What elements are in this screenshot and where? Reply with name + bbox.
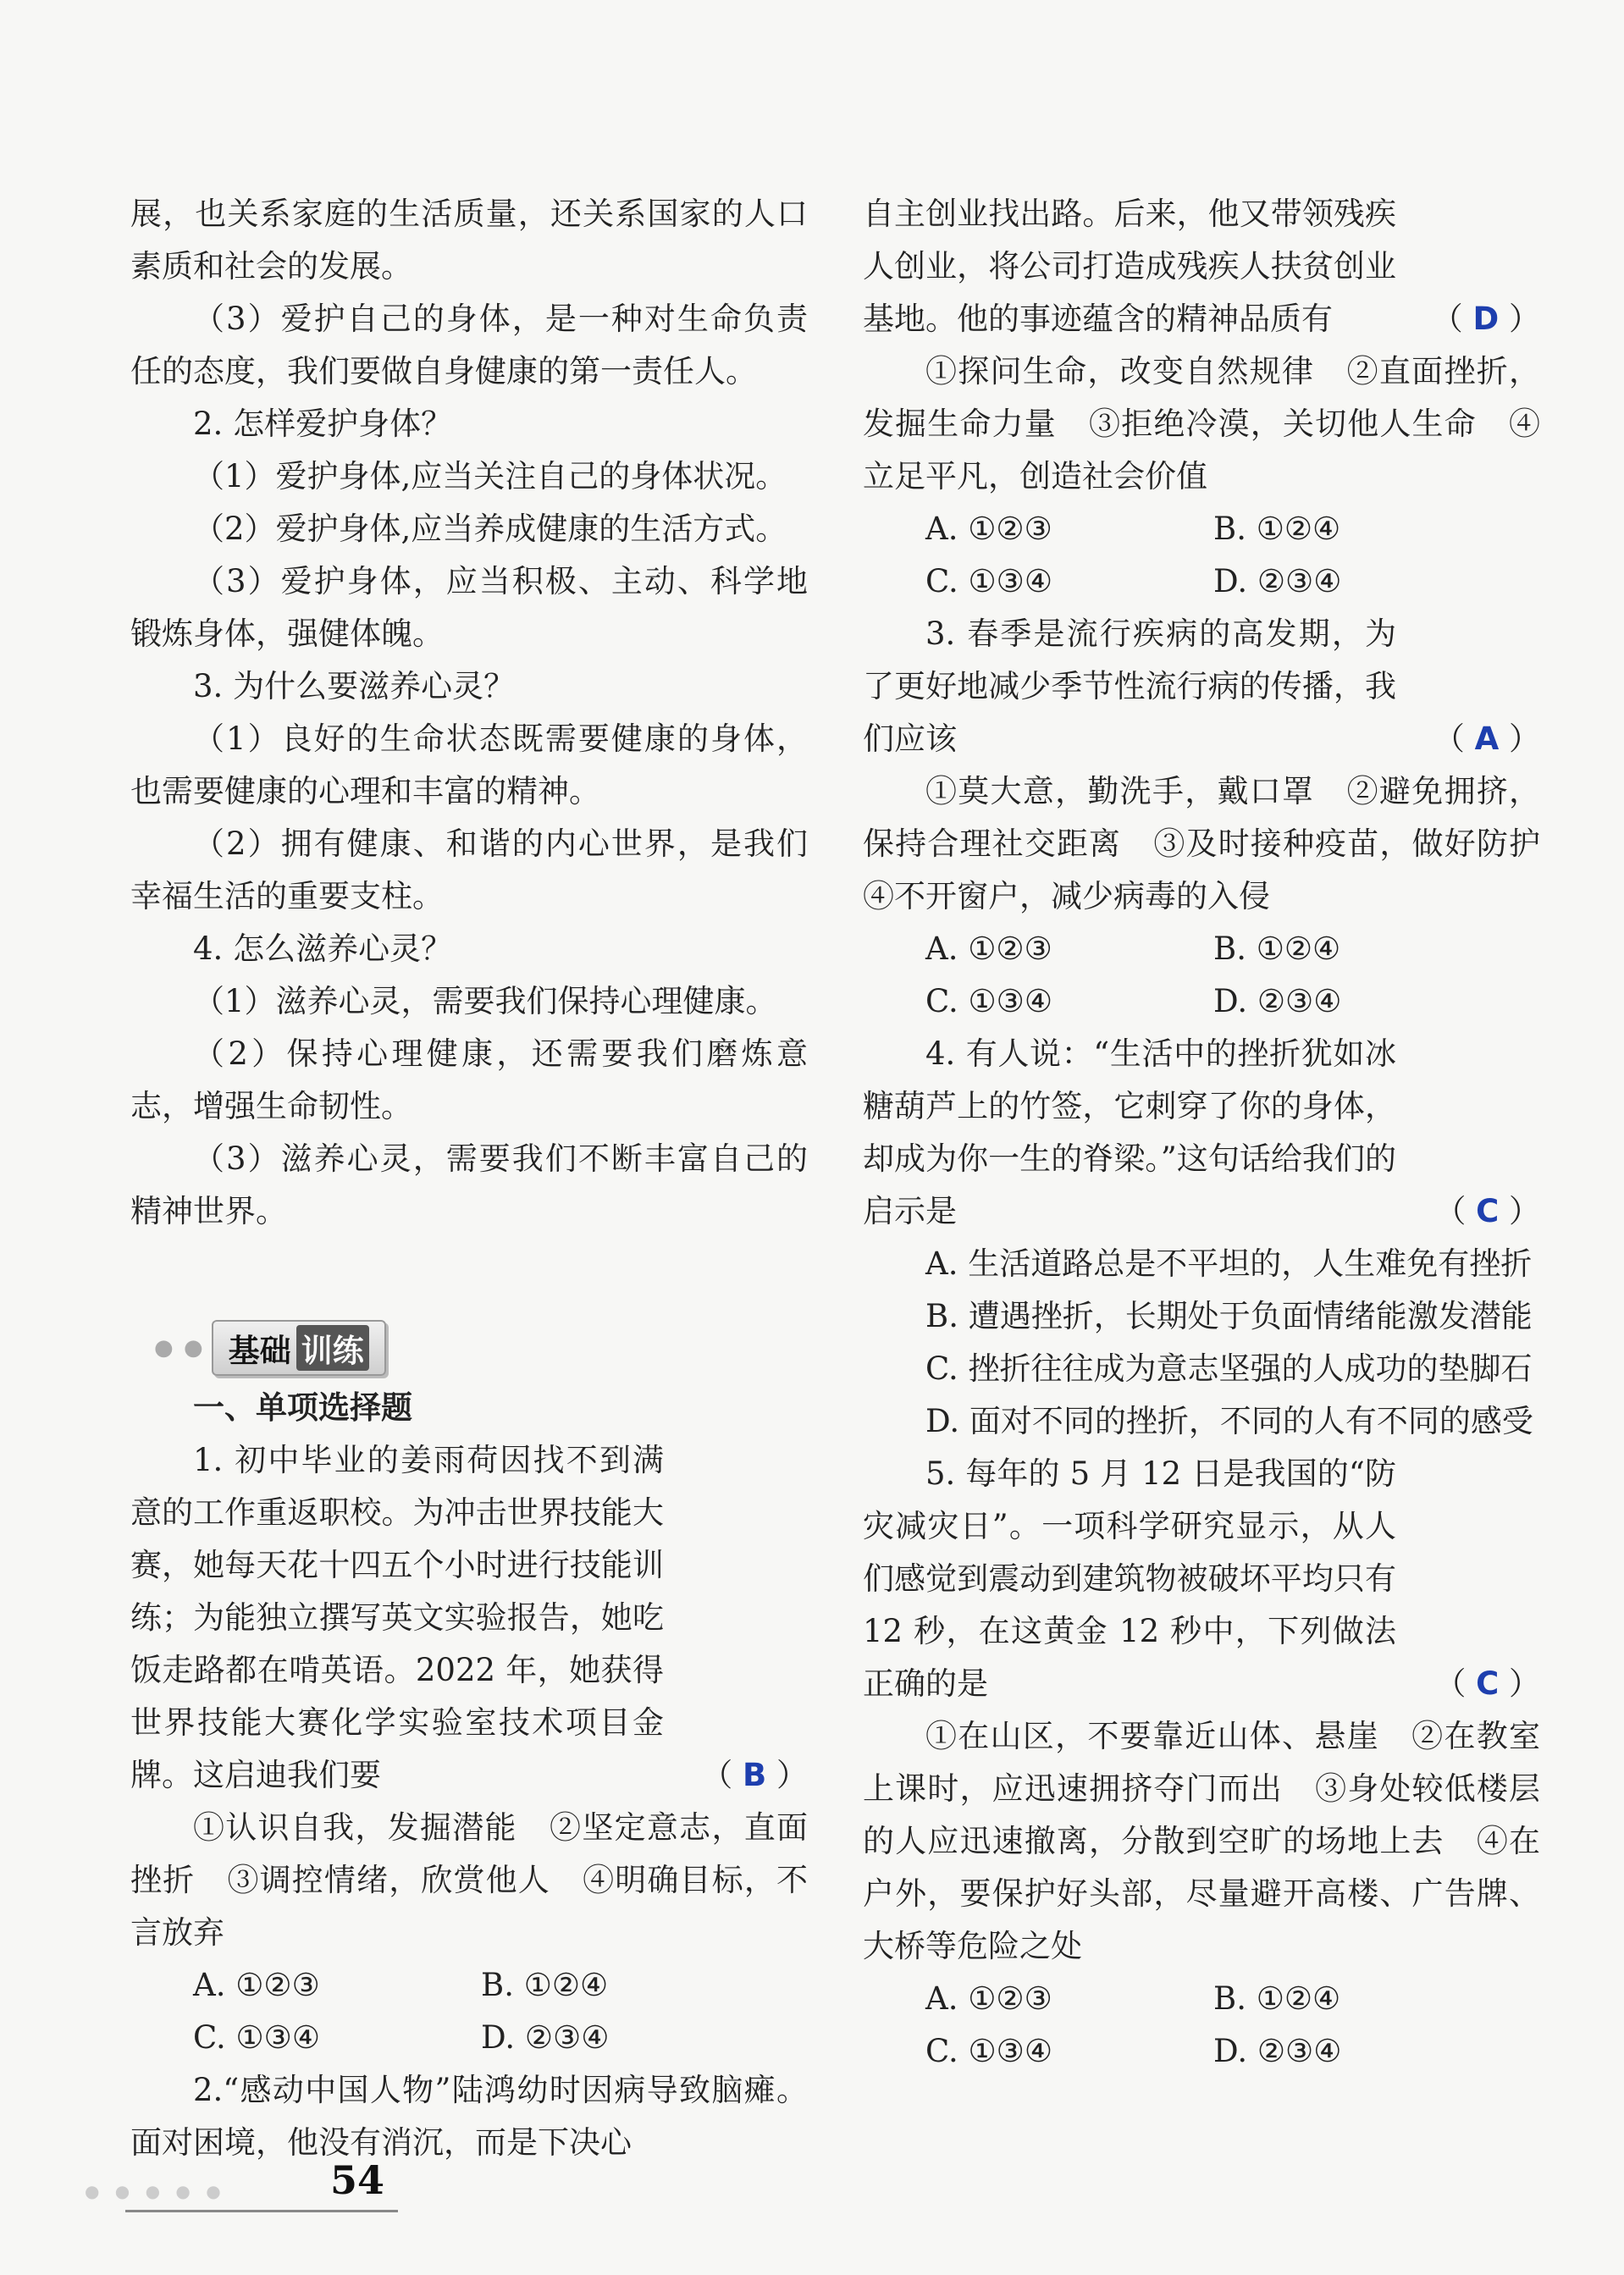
knowledge-paragraph: 3. 为什么要滋养心灵？ (193, 668, 516, 704)
q2-option-d: D. ②③④ (1213, 563, 1342, 599)
q3-option-a: A. ①②③ (925, 930, 1052, 967)
q4-choice-d: D. 面对不同的挫折，不同的人有不同的感受 (925, 1403, 1533, 1439)
q4-paren-open: （ (1434, 1193, 1477, 1229)
q5-answer: C (1476, 1665, 1500, 1702)
knowledge-points (130, 188, 808, 1238)
q1-items: ①认识自我，发掘潜能 ②坚定意志，直面挫折 ③调控情绪，欣赏他人 ④明确目标，不言放弃 (130, 1809, 808, 1951)
knowledge-paragraph: 2. 怎样爱护身体？ (193, 406, 453, 442)
q3-items: ①莫大意，勤洗手，戴口罩 ②避免拥挤，保持合理社交距离 ③及时接种疫苗，做好防护 ④不开窗户，减少病毒的入侵 (863, 773, 1572, 914)
badge-part1: 基础 (228, 1333, 291, 1369)
badge-box (212, 1320, 386, 1376)
q1-paren-open: （ (701, 1757, 743, 1793)
q1-option-b: B. ①②④ (481, 1967, 609, 2003)
knowledge-paragraph: （3）爱护自己的身体，是一种对生命负责任的态度，我们要做自身健康的第一责任人。 (130, 301, 808, 389)
question-4 (863, 1028, 1540, 1448)
q3-options (863, 923, 1540, 1028)
badge-part2: 训练 (296, 1325, 369, 1371)
knowledge-paragraph: （2）爱护身体,应当养成健康的生活方式。 (193, 511, 787, 547)
badge-dots-decoration: ● ● (154, 1335, 205, 1361)
q3-answer: A (1474, 721, 1500, 757)
q1-stem-text: 1. 初中毕业的姜雨荷因找不到满意的工作重返职校。为冲击世界技能大赛，她每天花十四五个小时进行技能训练；为能独立撰写英文实验报告，她吃饭走路都在啃英语。2022 年，她获得世界技能大赛化学实验室技术项目金牌。这启迪我们要 (130, 1442, 664, 1793)
knowledge-paragraph: （2）保持心理健康，还需要我们磨炼意志，增强生命韧性。 (130, 1035, 808, 1124)
q1-option-a: A. ①②③ (193, 1967, 320, 2003)
q2-option-c: C. ①③④ (925, 563, 1053, 599)
question-5 (863, 1448, 1540, 2078)
knowledge-paragraph: （2）拥有健康、和谐的内心世界，是我们幸福生活的重要支柱。 (130, 826, 808, 914)
knowledge-paragraph: 展，也关系家庭的生活质量，还关系国家的人口素质和社会的发展。 (130, 196, 808, 284)
footer-dots-decoration: ● ● ● ● ● (85, 2181, 226, 2201)
q1-answer: B (743, 1757, 767, 1793)
knowledge-paragraph: （1）良好的生命状态既需要健康的身体，也需要健康的心理和丰富的精神。 (130, 721, 808, 809)
q2-option-a: A. ①②③ (925, 511, 1052, 547)
q1-options (130, 1959, 808, 2064)
knowledge-paragraph: （3）滋养心灵，需要我们不断丰富自己的精神世界。 (130, 1140, 808, 1229)
knowledge-paragraph: （1）爱护身体,应当关注自己的身体状况。 (193, 458, 787, 494)
q5-option-c: C. ①③④ (925, 2033, 1053, 2069)
q2-paren-close: ） (1499, 301, 1540, 337)
q5-answer-paren (1372, 1658, 1540, 1710)
q5-option-b: B. ①②④ (1213, 1980, 1341, 2017)
q4-paren-close: ） (1499, 1193, 1540, 1229)
q1-option-c: C. ①③④ (193, 2019, 321, 2056)
q5-items: ①在山区，不要靠近山体、悬崖 ②在教室上课时，应迅速拥挤夺门而出 ③身处较低楼层的人应迅速撤离，分散到空旷的场地上去 ④在户外，要保护好头部，尽量避开高楼、广告牌、大桥等危险之处 (863, 1718, 1540, 1964)
q2-paren-open: （ (1431, 301, 1473, 337)
q3-stem (863, 608, 1540, 765)
page-footer (85, 2157, 406, 2217)
left-column (130, 188, 808, 2169)
q3-paren-close: ） (1499, 721, 1540, 757)
q1-paren-close: ） (766, 1757, 808, 1793)
question-1 (130, 1434, 808, 2064)
q2-stem-start: 2.“感动中国人物”陆鸿幼时因病导致脑瘫。面对困境，他没有消沉，而是下决心 (130, 2072, 808, 2161)
q5-option-d: D. ②③④ (1213, 2033, 1342, 2069)
q3-paren-open: （ (1433, 721, 1475, 757)
q5-stem (863, 1448, 1540, 1710)
q3-answer-paren (1371, 713, 1540, 765)
question-3 (863, 608, 1572, 1028)
q5-paren-close: ） (1499, 1665, 1540, 1702)
q4-answer: C (1476, 1193, 1500, 1229)
q5-stem-text: 5. 每年的 5 月 12 日是我国的“防灾减灾日”。一项科学研究显示，从人们感觉到震动到建筑物被破坏平均只有 12 秒，在这黄金 12 秒中，下列做法正确的是 (863, 1455, 1396, 1702)
q1-option-d: D. ②③④ (481, 2019, 610, 2056)
right-column (863, 188, 1572, 2078)
q2-items: ①探问生命，改变自然规律 ②直面挫折，发掘生命力量 ③拒绝冷漠，关切他人生命 ④立足平凡，创造社会价值 (863, 353, 1540, 494)
q2-answer-paren (1432, 293, 1540, 345)
q3-option-d: D. ②③④ (1213, 983, 1342, 1019)
q4-answer-paren (1372, 1185, 1540, 1238)
q5-option-a: A. ①②③ (925, 1980, 1052, 2017)
q2-options (863, 503, 1540, 608)
q4-choice-b: B. 遭遇挫折，长期处于负面情绪能激发潜能 (925, 1298, 1533, 1334)
q3-option-c: C. ①③④ (925, 983, 1053, 1019)
knowledge-paragraph: （1）滋养心灵，需要我们保持心理健康。 (193, 983, 777, 1019)
q2-answer: D (1472, 301, 1500, 337)
knowledge-paragraph: （3）爱护身体，应当积极、主动、科学地锻炼身体，强健体魄。 (130, 563, 808, 652)
page-number: 54 (330, 2157, 385, 2203)
question-2-continued (863, 188, 1540, 608)
q4-stem (863, 1028, 1540, 1238)
q5-paren-open: （ (1434, 1665, 1477, 1702)
q4-choice-c: C. 挫折往往成为意志坚强的人成功的垫脚石 (925, 1350, 1533, 1387)
q1-answer-paren (638, 1749, 808, 1802)
section-title: 一、单项选择题 (193, 1389, 412, 1426)
q3-stem-text: 3. 春季是流行疾病的高发期，为了更好地减少季节性流行病的传播，我们应该 (863, 616, 1396, 757)
knowledge-paragraph: 4. 怎么滋养心灵？ (193, 930, 453, 967)
q5-options (863, 1973, 1540, 2078)
q2-stem (863, 188, 1540, 345)
footer-rule (125, 2210, 398, 2212)
q2-stem-text: 自主创业找出路。后来，他又带领残疾人创业，将公司打造成残疾人扶贫创业基地。他的事迹蕴含的精神品质有 (863, 196, 1396, 337)
q4-stem-text: 4. 有人说：“生活中的挫折犹如冰糖葫芦上的竹签，它刺穿了你的身体，却成为你一生的脊梁。”这句话给我们的启示是 (863, 1035, 1396, 1229)
section-badge (154, 1314, 808, 1382)
q3-option-b: B. ①②④ (1213, 930, 1341, 967)
q4-choice-a: A. 生活道路总是不平坦的，人生难免有挫折 (925, 1245, 1533, 1282)
q2-option-b: B. ①②④ (1213, 511, 1341, 547)
q1-stem (130, 1434, 808, 1802)
